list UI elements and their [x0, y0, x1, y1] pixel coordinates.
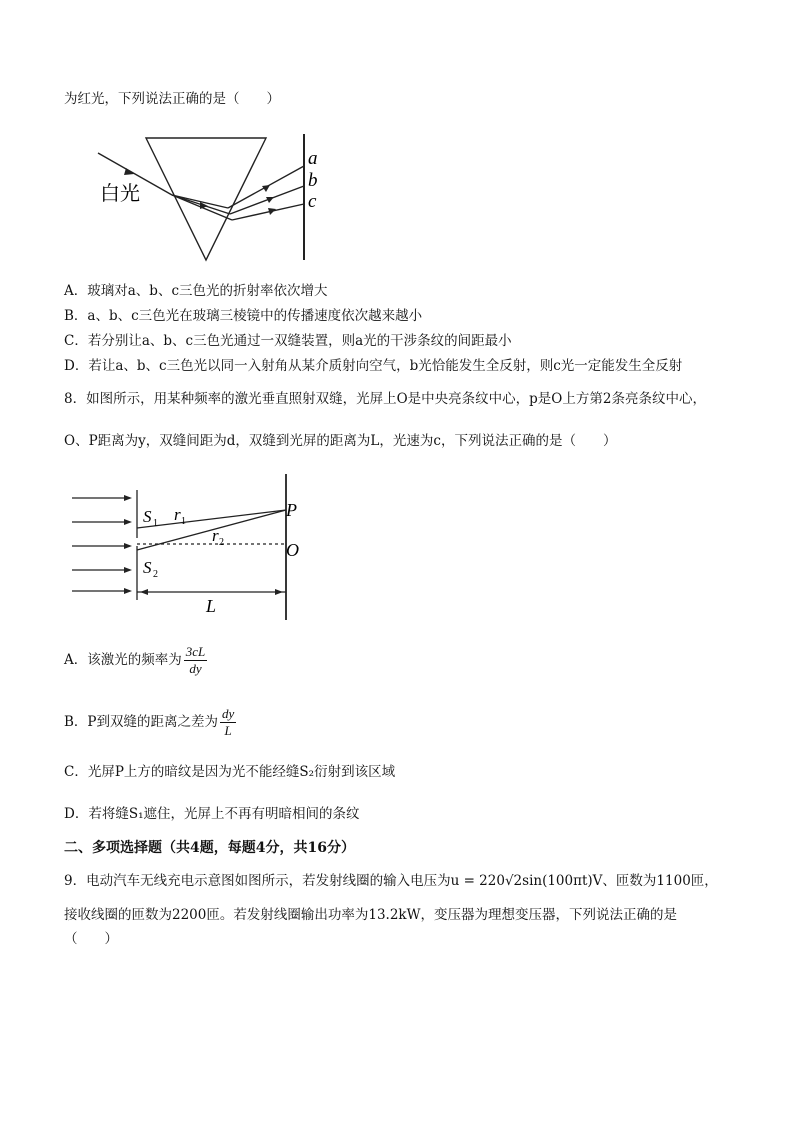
q8-option-b — [64, 702, 236, 742]
q8-option-c: C．光屏P上方的暗纹是因为光不能经缝S₂衍射到该区域 — [64, 764, 396, 780]
prism — [146, 138, 266, 260]
ray-c-line — [232, 204, 304, 220]
q9-line2: 接收线圈的匝数为2200匝。若发射线圈输出功率为13.2kW，变压器为理想变压器，下列说法正确的是 — [64, 907, 677, 923]
q8-stem-line1: 8．如图所示，用某种频率的激光垂直照射双缝，光屏上O是中央亮条纹中心，p是O上方第2条亮条纹中心， — [64, 391, 706, 407]
s1-sub: 1 — [153, 518, 158, 529]
q8-option-b-fraction — [220, 706, 236, 739]
q7-option-b: B．a、b、c三色光在玻璃三棱镜中的传播速度依次越来越小 — [64, 308, 423, 324]
q7-stem-tail: 为红光，下列说法正确的是（ ） — [64, 91, 280, 107]
p-label: P — [286, 500, 297, 520]
q7-option-a: A．玻璃对a、b、c三色光的折射率依次增大 — [64, 283, 328, 299]
ray-a-label: a — [308, 148, 318, 169]
r2-label: r — [212, 526, 219, 545]
q7-option-d: D．若让a、b、c三色光以同一入射角从某介质射向空气，b光恰能发生全反射，则c光一定能发生全反射 — [64, 358, 683, 374]
o-label: O — [286, 540, 299, 560]
r1-label: r — [174, 505, 181, 524]
s1-label: S — [143, 507, 152, 526]
fraction-denominator: dy — [189, 661, 202, 676]
q8-stem-line2: O、P距离为y，双缝间距为d，双缝到光屏的距离为L，光速为c，下列说法正确的是（ ） — [64, 433, 617, 449]
double-slit-figure — [64, 470, 309, 625]
r1-sub: 1 — [181, 516, 186, 527]
s2-sub: 2 — [153, 569, 158, 580]
s2-label: S — [143, 558, 152, 577]
q9-line1: 9．电动汽车无线充电示意图如图所示，若发射线圈的输入电压为u = 220√2sin(100πt)V、匝数为1100匝， — [64, 873, 718, 889]
fraction-numerator: dy — [222, 706, 235, 721]
r2-sub: 2 — [219, 537, 224, 548]
white-light-label: 白光 — [100, 183, 140, 205]
q9-line3: （ ） — [64, 931, 118, 947]
q8-option-a-text: A．该激光的频率为 — [64, 652, 182, 668]
fraction-denominator: L — [224, 723, 232, 738]
q8-option-a-fraction — [184, 644, 208, 677]
ray-b-label: b — [308, 170, 318, 191]
section-heading: 二、多项选择题（共4题，每题4分，共16分） — [64, 840, 355, 856]
l-label: L — [206, 596, 217, 616]
prism-figure — [90, 128, 330, 263]
q8-option-b-text: B．P到双缝的距离之差为 — [64, 714, 219, 730]
ray-c-label: c — [308, 191, 317, 212]
q8-option-d: D．若将缝S₁遮住，光屏上不再有明暗相间的条纹 — [64, 806, 360, 822]
q7-option-c: C．若分别让a、b、c三色光通过一双缝装置，则a光的干涉条纹的间距最小 — [64, 333, 512, 349]
q8-option-a — [64, 640, 207, 680]
fraction-numerator: 3cL — [185, 644, 206, 659]
